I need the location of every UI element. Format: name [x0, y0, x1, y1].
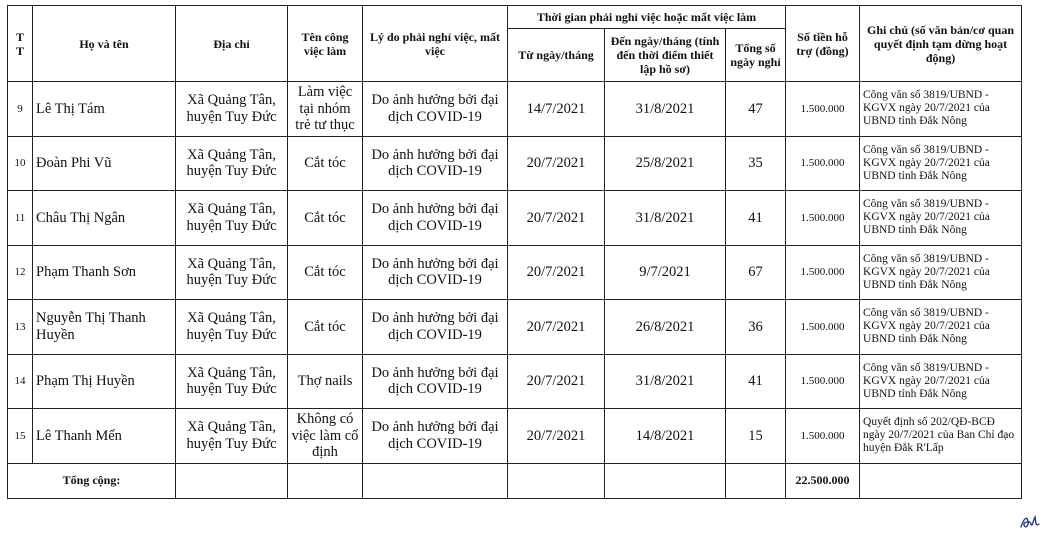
cell-note: Quyết định số 202/QĐ-BCĐ ngày 20/7/2021 của Ban Chỉ đạo huyện Đắk R'Lấp	[860, 409, 1022, 464]
header-amount: Số tiền hỗ trợ (đồng)	[786, 6, 860, 82]
cell-from: 20/7/2021	[508, 300, 605, 355]
cell-reason: Do ảnh hưởng bởi đại dịch COVID-19	[363, 136, 508, 191]
cell-name: Phạm Thanh Sơn	[33, 245, 176, 300]
cell-job: Cắt tóc	[288, 136, 363, 191]
cell-job: Cắt tóc	[288, 245, 363, 300]
cell-reason: Do ảnh hưởng bởi đại dịch COVID-19	[363, 191, 508, 246]
cell-note: Công văn số 3819/UBND - KGVX ngày 20/7/2021 của UBND tỉnh Đắk Nông	[860, 354, 1022, 409]
empty-cell	[726, 463, 786, 498]
table-row	[8, 409, 1022, 464]
header-stt: T T	[8, 6, 33, 82]
cell-to: 31/8/2021	[605, 191, 726, 246]
cell-days: 41	[726, 191, 786, 246]
total-row	[8, 463, 1022, 498]
header-name: Họ và tên	[33, 6, 176, 82]
total-label: Tổng cộng:	[8, 463, 176, 498]
cell-amount: 1.500.000	[786, 191, 860, 246]
cell-from: 20/7/2021	[508, 409, 605, 464]
header-note: Ghi chú (số văn bản/cơ quan quyết định tạm dừng hoạt động)	[860, 6, 1022, 82]
header-period-group: Thời gian phải nghỉ việc hoặc mất việc làm	[508, 6, 786, 29]
cell-to: 31/8/2021	[605, 354, 726, 409]
cell-reason: Do ảnh hưởng bởi đại dịch COVID-19	[363, 300, 508, 355]
cell-to: 9/7/2021	[605, 245, 726, 300]
cell-name: Đoàn Phi Vũ	[33, 136, 176, 191]
cell-stt: 10	[8, 136, 33, 191]
cell-from: 20/7/2021	[508, 136, 605, 191]
cell-stt: 12	[8, 245, 33, 300]
cell-address: Xã Quảng Tân, huyện Tuy Đức	[176, 136, 288, 191]
support-table	[7, 5, 1022, 499]
cell-note: Công văn số 3819/UBND - KGVX ngày 20/7/2021 của UBND tỉnh Đắk Nông	[860, 82, 1022, 137]
cell-amount: 1.500.000	[786, 354, 860, 409]
cell-amount: 1.500.000	[786, 245, 860, 300]
cell-to: 31/8/2021	[605, 82, 726, 137]
cell-address: Xã Quảng Tân, huyện Tuy Đức	[176, 191, 288, 246]
header-total-days: Tổng số ngày nghỉ	[726, 29, 786, 82]
cell-stt: 15	[8, 409, 33, 464]
table-row	[8, 191, 1022, 246]
cell-to: 26/8/2021	[605, 300, 726, 355]
empty-cell	[860, 463, 1022, 498]
empty-cell	[176, 463, 288, 498]
cell-name: Lê Thanh Mến	[33, 409, 176, 464]
cell-job: Cắt tóc	[288, 191, 363, 246]
cell-name: Nguyễn Thị Thanh Huyền	[33, 300, 176, 355]
header-reason: Lý do phải nghỉ việc, mất việc	[363, 6, 508, 82]
cell-days: 47	[726, 82, 786, 137]
table-row	[8, 82, 1022, 137]
cell-reason: Do ảnh hưởng bởi đại dịch COVID-19	[363, 245, 508, 300]
cell-job: Không có việc làm cố định	[288, 409, 363, 464]
cell-to: 14/8/2021	[605, 409, 726, 464]
cell-note: Công văn số 3819/UBND - KGVX ngày 20/7/2021 của UBND tỉnh Đắk Nông	[860, 136, 1022, 191]
handwritten-initials-icon	[1018, 512, 1042, 532]
header-job: Tên công việc làm	[288, 6, 363, 82]
cell-amount: 1.500.000	[786, 82, 860, 137]
header-to: Đến ngày/tháng (tính đến thời điểm thiết lập hồ sơ)	[605, 29, 726, 82]
cell-reason: Do ảnh hưởng bởi đại dịch COVID-19	[363, 354, 508, 409]
cell-from: 20/7/2021	[508, 354, 605, 409]
cell-amount: 1.500.000	[786, 300, 860, 355]
cell-days: 15	[726, 409, 786, 464]
cell-job: Làm việc tại nhóm trẻ tư thục	[288, 82, 363, 137]
cell-stt: 13	[8, 300, 33, 355]
cell-amount: 1.500.000	[786, 409, 860, 464]
empty-cell	[363, 463, 508, 498]
cell-job: Cắt tóc	[288, 300, 363, 355]
cell-stt: 11	[8, 191, 33, 246]
cell-amount: 1.500.000	[786, 136, 860, 191]
empty-cell	[288, 463, 363, 498]
cell-reason: Do ảnh hưởng bởi đại dịch COVID-19	[363, 82, 508, 137]
table-row	[8, 136, 1022, 191]
cell-stt: 9	[8, 82, 33, 137]
table-row	[8, 354, 1022, 409]
table-row	[8, 300, 1022, 355]
cell-address: Xã Quảng Tân, huyện Tuy Đức	[176, 354, 288, 409]
cell-days: 67	[726, 245, 786, 300]
cell-from: 20/7/2021	[508, 245, 605, 300]
cell-note: Công văn số 3819/UBND - KGVX ngày 20/7/2021 của UBND tỉnh Đắk Nông	[860, 300, 1022, 355]
cell-from: 14/7/2021	[508, 82, 605, 137]
cell-stt: 14	[8, 354, 33, 409]
cell-note: Công văn số 3819/UBND - KGVX ngày 20/7/2021 của UBND tỉnh Đắk Nông	[860, 245, 1022, 300]
cell-address: Xã Quảng Tân, huyện Tuy Đức	[176, 300, 288, 355]
cell-name: Lê Thị Tám	[33, 82, 176, 137]
cell-address: Xã Quảng Tân, huyện Tuy Đức	[176, 82, 288, 137]
cell-name: Phạm Thị Huyền	[33, 354, 176, 409]
cell-days: 41	[726, 354, 786, 409]
cell-days: 35	[726, 136, 786, 191]
cell-name: Châu Thị Ngân	[33, 191, 176, 246]
header-from: Từ ngày/tháng	[508, 29, 605, 82]
cell-note: Công văn số 3819/UBND - KGVX ngày 20/7/2021 của UBND tỉnh Đắk Nông	[860, 191, 1022, 246]
empty-cell	[508, 463, 605, 498]
header-address: Địa chỉ	[176, 6, 288, 82]
cell-address: Xã Quảng Tân, huyện Tuy Đức	[176, 409, 288, 464]
cell-to: 25/8/2021	[605, 136, 726, 191]
cell-address: Xã Quảng Tân, huyện Tuy Đức	[176, 245, 288, 300]
cell-job: Thợ nails	[288, 354, 363, 409]
empty-cell	[605, 463, 726, 498]
cell-reason: Do ảnh hưởng bởi đại dịch COVID-19	[363, 409, 508, 464]
total-amount: 22.500.000	[786, 463, 860, 498]
table-row	[8, 245, 1022, 300]
cell-from: 20/7/2021	[508, 191, 605, 246]
cell-days: 36	[726, 300, 786, 355]
